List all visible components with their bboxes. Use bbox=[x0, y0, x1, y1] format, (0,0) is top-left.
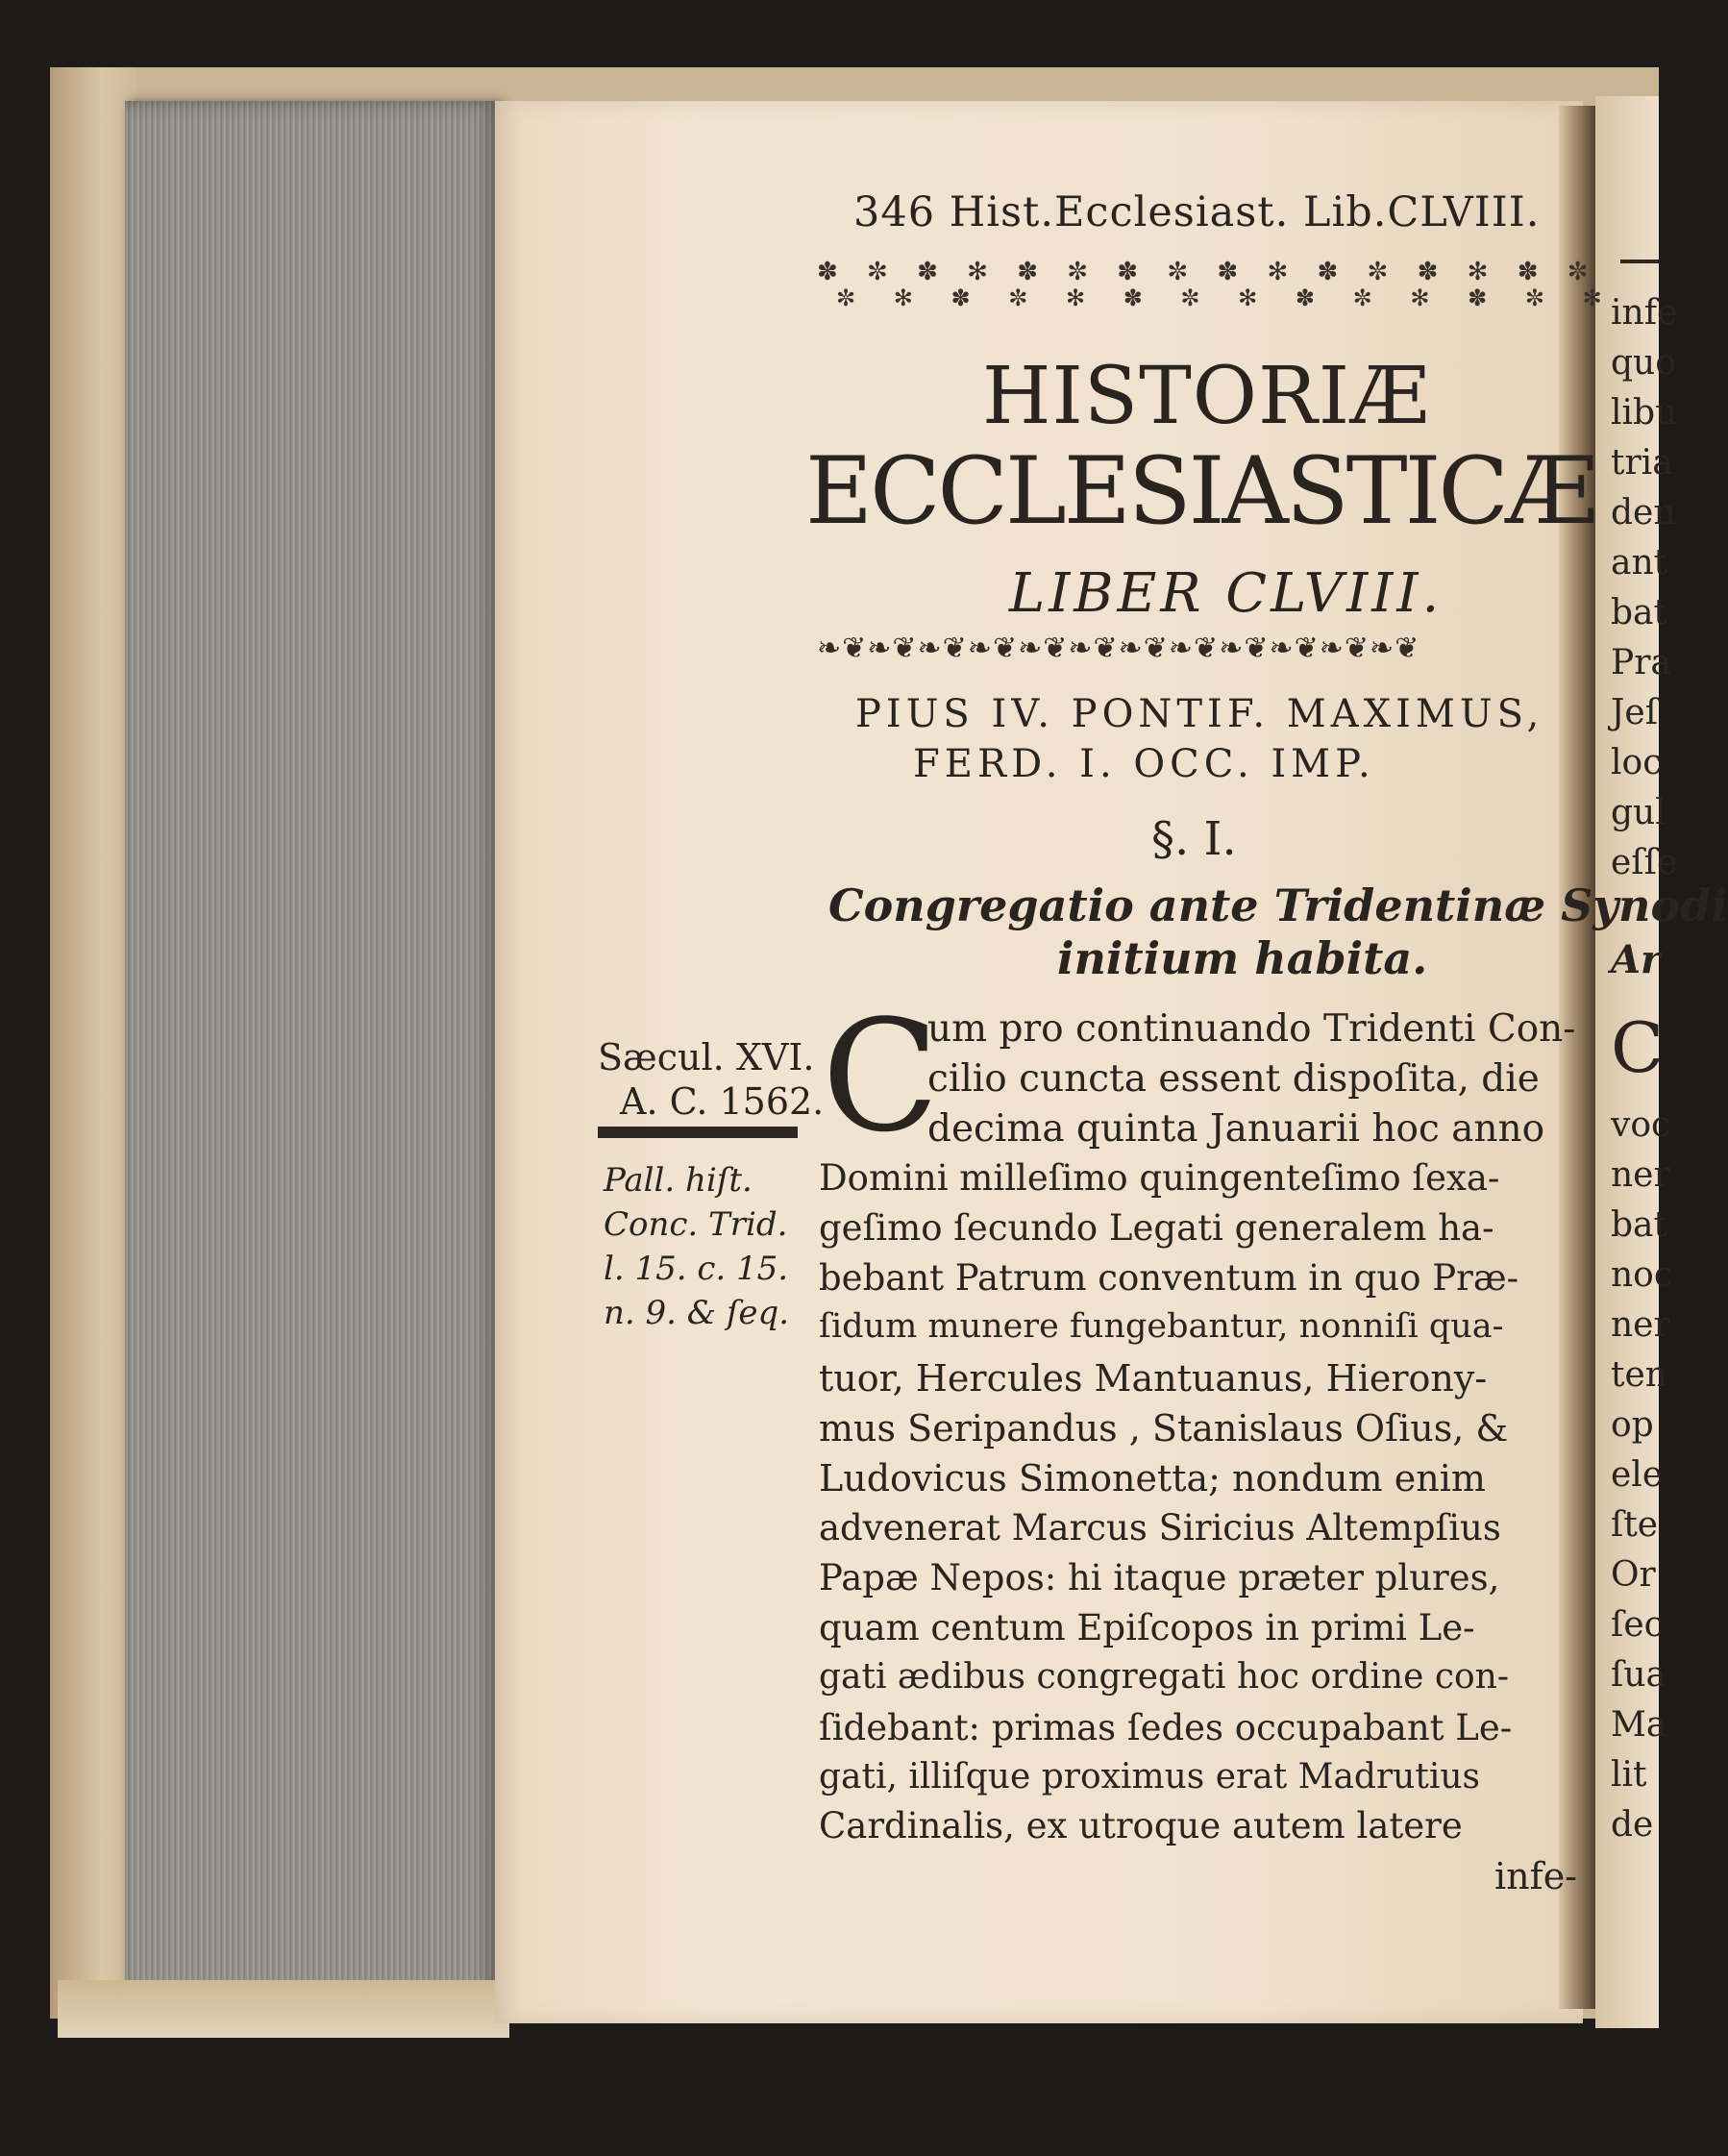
body-line: bebant Patrum conventum in quo Præ- bbox=[819, 1257, 1519, 1299]
section-subtitle-line-2: initium habita. bbox=[1057, 932, 1428, 984]
right-page-rule bbox=[1620, 260, 1659, 263]
catchword: infe- bbox=[1494, 1855, 1578, 1897]
right-page-fragment: noc bbox=[1611, 1255, 1674, 1295]
right-page-fragment: bat bbox=[1611, 593, 1667, 632]
right-page-fragment: infe bbox=[1611, 293, 1678, 333]
margin-ref-3: l. 15. c. 15. bbox=[604, 1250, 789, 1288]
margin-ref-2: Conc. Trid. bbox=[604, 1205, 788, 1244]
body-line: decima quinta Januarii hoc anno bbox=[927, 1107, 1545, 1151]
body-line: advenerat Marcus Siricius Altempſius bbox=[819, 1507, 1501, 1549]
margin-saecul: Sæcul. XVI. bbox=[598, 1036, 815, 1078]
body-line: gati ædibus congregati hoc ordine con- bbox=[819, 1657, 1510, 1697]
emperor-line: FERD. I. OCC. IMP. bbox=[913, 742, 1375, 786]
right-page-fragment: ner bbox=[1611, 1305, 1670, 1345]
body-line: gati, illiſque proximus erat Madrutius bbox=[819, 1757, 1481, 1797]
right-page-fragment: Ar bbox=[1611, 937, 1662, 982]
right-page-fragment: ten bbox=[1611, 1355, 1667, 1395]
running-head: 346 Hist.Ecclesiast. Lib.CLVIII. bbox=[853, 188, 1541, 236]
right-page-fragment: ant bbox=[1611, 543, 1668, 582]
right-page-fragment: lit bbox=[1611, 1755, 1647, 1795]
right-page-fragment: ſec bbox=[1611, 1605, 1664, 1645]
right-page-fragment: de bbox=[1611, 1805, 1654, 1845]
title-line-3: LIBER CLVIII. bbox=[1009, 562, 1444, 625]
right-page-fragment: ner bbox=[1611, 1155, 1670, 1195]
body-line: Papæ Nepos: hi itaque præter plures, bbox=[819, 1557, 1500, 1598]
right-page-fragment: ſua bbox=[1611, 1655, 1666, 1695]
right-page-fragment: Pra bbox=[1611, 643, 1671, 682]
right-page-fragment: tria bbox=[1611, 443, 1673, 483]
title-line-2: ECCLESIASTICÆ bbox=[805, 437, 1596, 545]
right-page-fragment: eſſe bbox=[1611, 843, 1678, 882]
ornamental-divider: ❧❦❧❦❧❦❧❦❧❦❧❦❧❦❧❦❧❦❧❦❧❦❧❦ bbox=[817, 632, 1420, 665]
body-line: mus Seripandus , Stanislaus Oſius, & bbox=[819, 1407, 1509, 1450]
right-page-fragment: gul bbox=[1611, 793, 1666, 832]
book-gutter bbox=[1559, 106, 1597, 2009]
right-page-fragment: Jeſ bbox=[1611, 693, 1659, 732]
right-page-fragment: Or bbox=[1611, 1555, 1656, 1595]
body-line: ſidebant: primas ſedes occupabant Le- bbox=[819, 1707, 1513, 1748]
cover-board-edge bbox=[50, 67, 136, 2019]
body-line: Domini milleſimo quingenteſimo ſexa- bbox=[819, 1157, 1500, 1199]
right-page-fragment: den bbox=[1611, 493, 1676, 533]
margin-ref-4: n. 9. & ſeq. bbox=[604, 1294, 790, 1332]
section-mark: §. I. bbox=[1151, 812, 1237, 866]
margin-ref-1: Pall. hiſt. bbox=[604, 1161, 753, 1200]
title-line-1: HISTORIÆ bbox=[982, 351, 1431, 442]
body-line: tuor, Hercules Mantuanus, Hierony- bbox=[819, 1357, 1488, 1400]
right-page-fragment: ſte bbox=[1611, 1505, 1659, 1545]
body-line: Cardinalis, ex utroque autem latere bbox=[819, 1805, 1463, 1846]
right-page-fragment: quo bbox=[1611, 343, 1676, 383]
right-page-fragment: op bbox=[1611, 1405, 1654, 1445]
right-page-fragment: loc bbox=[1611, 743, 1663, 782]
right-page-fragment: ele bbox=[1611, 1455, 1664, 1495]
ornament-row-bottom: ✼ ✻ ✽ ✼ ✻ ✽ ✼ ✻ ✽ ✼ ✻ ✽ ✼ ✻ bbox=[836, 285, 1617, 311]
right-page-fragment: libu bbox=[1611, 393, 1678, 433]
drop-cap: C bbox=[822, 986, 940, 1166]
body-line: um pro continuando Tridenti Con- bbox=[927, 1007, 1576, 1051]
section-subtitle-line-1: Congregatio ante Tridentinæ Synodi bbox=[828, 880, 1728, 931]
margin-rule bbox=[598, 1127, 798, 1138]
body-line: cilio cuncta essent dispoſita, die bbox=[927, 1057, 1540, 1101]
body-line: geſimo ſecundo Legati generalem ha- bbox=[819, 1207, 1494, 1249]
cover-bottom-edge bbox=[58, 1980, 509, 2038]
body-line: quam centum Epiſcopos in primi Le- bbox=[819, 1607, 1475, 1648]
right-page-fragment: Ma bbox=[1611, 1705, 1667, 1745]
right-page-fragment: C bbox=[1611, 1007, 1665, 1088]
right-page-fragment: bat bbox=[1611, 1205, 1667, 1245]
pope-line: PIUS IV. PONTIF. MAXIMUS, bbox=[855, 692, 1544, 736]
right-page-fragment: voc bbox=[1611, 1105, 1671, 1145]
body-line: ſidum munere fungebantur, nonniſi qua- bbox=[819, 1307, 1504, 1346]
body-line: Ludovicus Simonetta; nondum enim bbox=[819, 1457, 1486, 1499]
page-block-fore-edge bbox=[125, 101, 500, 2023]
margin-anno: A. C. 1562. bbox=[620, 1080, 825, 1123]
ornament-row-top: ✽ ✼ ✽ ✻ ✽ ✼ ✽ ✼ ✽ ✻ ✽ ✼ ✽ ✻ ✽ ✼ bbox=[817, 258, 1599, 286]
